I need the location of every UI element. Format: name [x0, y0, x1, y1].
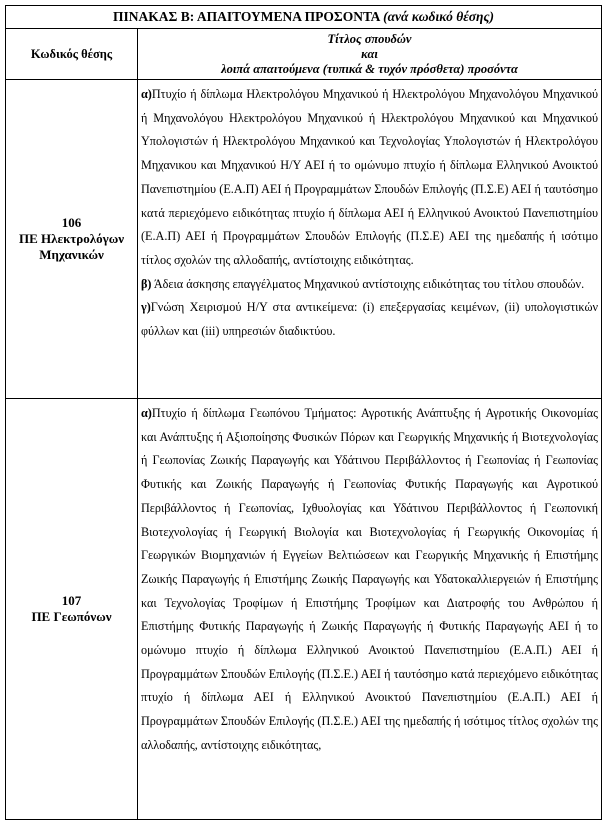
- requirement-b: [141, 273, 598, 297]
- requirement-b-text: Άδεια άσκησης επαγγέλματος Μηχανικού αντίστοιχης ειδικότητας του τίτλου σπουδών.: [151, 276, 585, 291]
- header-qual-line2: και: [361, 46, 378, 61]
- requirement-a-marker: α): [141, 87, 152, 101]
- table-row: [6, 399, 602, 820]
- qualifications-cell: [138, 399, 602, 820]
- requirement-c-marker: γ): [141, 300, 151, 315]
- qualifications-cell: [138, 80, 602, 399]
- requirements-table: [5, 5, 602, 820]
- qualifications-text: [138, 80, 601, 344]
- table-title-sub: (ανά κωδικό θέσης): [383, 9, 494, 24]
- requirement-a: [141, 402, 598, 758]
- table-row: [6, 80, 602, 399]
- position-code-title: ΠΕ Ηλεκτρολόγων: [18, 231, 125, 246]
- table-title: [6, 6, 602, 29]
- table-title-main: ΠΙΝΑΚΑΣ Β: ΑΠΑΙΤΟΥΜΕΝΑ ΠΡΟΣΟΝΤΑ: [113, 9, 380, 24]
- requirement-b-marker: β): [141, 276, 152, 291]
- table-header-row: [6, 29, 602, 80]
- header-qual-line3: λοιπά απαιτούμενα (τυπικά & τυχόν πρόσθετα) προσόντα: [221, 61, 518, 76]
- table-title-row: [6, 6, 602, 29]
- qualifications-text: [138, 399, 601, 758]
- header-qual-line1: Τίτλος σπουδών: [327, 31, 412, 46]
- position-code-number: 107: [61, 593, 82, 608]
- position-code-title: ΠΕ Γεωπόνων: [31, 609, 112, 624]
- requirement-a-marker: α): [141, 406, 152, 420]
- requirement-a-text: Πτυχίο ή δίπλωμα Ηλεκτρολόγου Μηχανικού ή Ηλεκτρολόγου Μηχανολόγου Μηχανικού ή Μηχανολόγου Ηλεκτρολόγου Μηχανικού ή Ηλεκτρολόγου Μηχανικού και Μηχανικού Υπολογιστών ή Ηλεκτρολόγου Μηχανικού και Τεχνολογίας Υπολογιστών ή Ηλεκτρολόγου Μηχανικου και Μηχανικού Η/Υ ΑΕΙ ή το ομώνυμο πτυχίο ή δίπλωμα Ελληνικού Ανοικτού Πανεπιστημίου (Ε.Α.Π) ΑΕΙ ή Προγραμμάτων Σπουδών Επιλογής (Π.Σ.Ε) ΑΕΙ ή ταυτόσημο κατά περιεχόμενο ειδικότητας πτυχίο ή δίπλωμα ΑΕΙ ή Ελληνικού Ανοικτού Πανεπιστημίου (Ε.Α.Π) ΑΕΙ ή Προγραμμάτων Σπουδών Επιλογής (Π.Σ.Ε) ΑΕΙ της ημεδαπής ή ισότιμο τίτλος σχολών της αλλοδαπής, αντίστοιχης ειδικότητας.: [141, 87, 599, 267]
- header-code: Κωδικός θέσης: [6, 29, 138, 80]
- requirement-a-text: Πτυχίο ή δίπλωμα Γεωπόνου Τμήματος: Αγροτικής Ανάπτυξης ή Αγροτικής Οικονομίας και Ανάπτυξης ή Αξιοποίησης Φυσικών Πόρων και Γεωργικής Μηχανικής ή Βιοτεχνολογίας ή Γεωπονίας Ζωικής Παραγωγής και Υδάτινου Περιβάλλοντος ή Γεωπονίας ή Γεωπονίας Φυτικής και Ζωικής Παραγωγής ή Γεωπονίας Φυτικής Παραγωγής και Αγροτικού Περιβάλλοντος ή Γεωπονίας, Ιχθυολογίας και Υδάτινου Περιβάλλοντος ή Γεωπονική Βιοτεχνολογίας ή Γεωργική Βιολογία και Βιοτεχνολογίας ή Γεωργικής Οικονομίας ή Γεωργικών Βιομηχανιών ή Εγγείων Βελτιώσεων και Γεωργικής Μηχανικής ή Επιστήμης Ζωικής Παραγωγής ή Επιστήμης Ζωικής Παραγωγής και Υδατοκαλλιεργειών ή Επιστήμης και Τεχνολογίας Τροφίμων ή Επιστήμης Τροφίμων και Διατροφής του Ανθρώπου ή Επιστήμης Φυτικής Παραγωγής ή Ζωικής Παραγωγής ή Φυτικής Παραγωγής ΑΕΙ ή το ομώνυμο πτυχίο ή δίπλωμα Ελληνικού Ανοικτού Πανεπιστημίου (Ε.Α.Π.) ΑΕΙ ή Προγραμμάτων Σπουδών Επιλογής (Π.Σ.Ε.) ΑΕΙ ή ταυτόσημο κατά περιεχόμενο ειδικότητας πτυχίο ή δίπλωμα ΑΕΙ ή Ελληνικού Ανοικτού Πανεπιστημίου (Ε.Α.Π.) ΑΕΙ ή Προγραμμάτων Σπουδών Επιλογής (Π.Σ.Ε.) ΑΕΙ της ημεδαπής ή ισότιμος τίτλος σχολών της αλλοδαπής, αντίστοιχης ειδικότητας,: [141, 406, 599, 752]
- position-code-title-cont: Μηχανικών: [39, 247, 104, 262]
- position-code-cell: [6, 399, 138, 820]
- position-code-cell: [6, 80, 138, 399]
- requirement-c-text: Γνώση Χειρισμού Η/Υ στα αντικείμενα: (i) επεξεργασίας κειμένων, (ii) υπολογιστικών φύλλων και (iii) υπηρεσιών διαδικτύου.: [141, 300, 599, 339]
- header-qualifications: [138, 29, 602, 80]
- requirement-a: [141, 83, 598, 273]
- requirement-c: [141, 296, 598, 343]
- position-code-number: 106: [61, 215, 82, 230]
